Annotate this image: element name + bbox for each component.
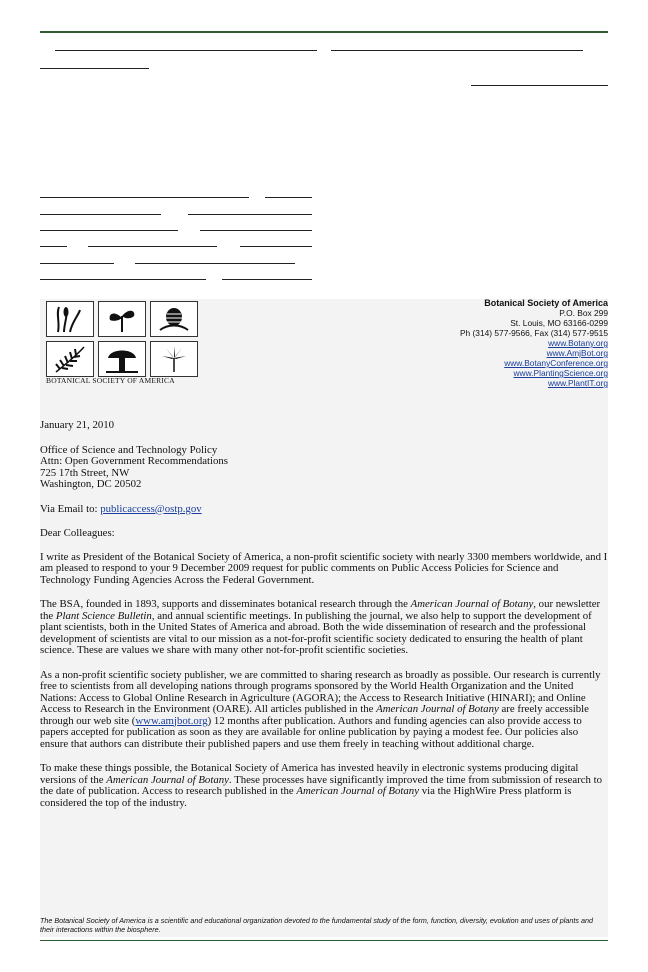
text-run: are freely accessible through our web site ( — [40, 703, 589, 727]
journal-title: American Journal of Botany — [106, 773, 229, 786]
letter-page — [40, 299, 608, 937]
paragraph-4 — [40, 763, 608, 809]
journal-title: American Journal of Botany — [296, 785, 419, 797]
amjbot-link[interactable]: www.amjbot.org — [135, 714, 208, 727]
org-contact-block — [460, 298, 608, 388]
recipient-line: Washington, DC 20502 — [40, 478, 142, 490]
blank-line — [40, 197, 249, 198]
lily-flower-icon — [150, 341, 198, 377]
fern-frond-icon — [46, 341, 94, 377]
journal-title: American Journal of Botany — [410, 598, 534, 610]
address-line: St. Louis, MO 63166-0299 — [510, 318, 608, 328]
email-link[interactable]: publicaccess@ostp.gov — [100, 502, 202, 515]
via-label: Via Email to: — [40, 502, 101, 515]
text-run: The BSA, founded in 1893, supports and disseminates botanical research through the — [40, 598, 411, 610]
paragraph-3 — [40, 670, 608, 751]
footer-mission-statement: The Botanical Society of America is a scientific and educational organization devoted to the fundamental study of the form, function, diversity, evolution and uses of plants and their interactions within the biosphere. — [40, 916, 593, 934]
via-email-line — [40, 504, 608, 516]
blank-line — [331, 50, 583, 51]
recipient-line: Attn: Open Government Recommendations — [40, 455, 229, 467]
text-run: via the HighWire Press platform is considered the top of the industry. — [40, 785, 572, 809]
top-rule — [40, 31, 608, 33]
bottom-rule — [40, 940, 608, 941]
address-line: P.O. Box 299 — [559, 308, 608, 318]
paragraph-1: I write as President of the Botanical Society of America, a non-profit scientific society with nearly 3300 members worldwide, and I am pleased to respond to your 9 December 2009 request for public comments on Public Access Policies for Science and Technology Funding Agencies Across the Federal Government. — [40, 550, 608, 586]
link-botany[interactable]: www.Botany.org — [548, 338, 608, 348]
letter-date: January 21, 2010 — [40, 419, 115, 431]
blank-line — [135, 263, 295, 264]
link-plantit[interactable]: www.PlantIT.org — [547, 378, 608, 388]
blank-line — [471, 85, 608, 86]
blank-line — [40, 263, 114, 264]
newsletter-title: Plant Science Bulletin — [55, 609, 152, 622]
blank-line — [40, 214, 161, 215]
link-botany-conference[interactable]: www.BotanyConference.org — [504, 358, 608, 368]
paragraph-2 — [40, 599, 608, 657]
blank-line — [240, 246, 312, 247]
blank-line — [55, 50, 317, 51]
blank-line — [265, 197, 312, 198]
text-run: , our newsletter the — [40, 598, 601, 622]
link-amjbot[interactable]: www.AmjBot.org — [546, 348, 608, 358]
recipient-address — [40, 445, 608, 491]
link-planting-science[interactable]: www.PlantingScience.org — [513, 368, 608, 378]
sprout-seedling-icon — [98, 301, 146, 337]
blank-line — [40, 68, 149, 69]
blank-line — [222, 279, 312, 280]
blank-line — [40, 230, 178, 231]
pine-cone-icon — [150, 301, 198, 337]
recipient-line: Office of Science and Technology Policy — [40, 443, 218, 456]
text-run: To make these things possible, the Botanical Society of America has invested heavily in electronic systems producing digital versions of the — [40, 762, 579, 786]
letter-body — [40, 420, 608, 818]
recipient-line: 725 17th Street, NW — [40, 466, 130, 479]
mushroom-icon — [98, 341, 146, 377]
bsa-logo — [46, 301, 198, 377]
cattail-plant-icon — [46, 301, 94, 337]
blank-line — [188, 214, 312, 215]
phone-fax-line: Ph (314) 577-9566, Fax (314) 577-9515 — [459, 328, 608, 338]
blank-line — [40, 246, 67, 247]
text-run: As a non-profit scientific society publisher, we are committed to sharing research as broadly as possible. Our research is currently free to scientists from all developing nations through programs sponsored by the World Health Organization and the United Nations: Access to Global Online Research in Agriculture (AGORA); the Access to Research Initiative (HINARI); and Online Access to Research in the Environment (OARE). All articles published in the — [40, 668, 601, 715]
text-run: , and annual scientific meetings. In publishing the journal, we also help to support the development of plant scientists, both in the United States of America and abroad. Both the wide dissemination of research and the professional development of scientists are vital to our mission as a not-for-profit scientific society dedicated to ensuring the health of plant science. These are values we share with many other not-for-profit scientific societies. — [40, 609, 592, 656]
salutation: Dear Colleagues: — [40, 527, 115, 539]
blank-line — [88, 246, 217, 247]
journal-title: American Journal of Botany — [376, 703, 499, 715]
text-run: . These processes have significantly improved the time from submission of research to the date of publication. Access to research published in the — [40, 773, 603, 797]
blank-line — [200, 230, 312, 231]
blank-line — [40, 279, 206, 280]
org-name: Botanical Society of America — [484, 298, 608, 308]
text-run: ) 12 months after publication. Authors and funding agencies can also provide access to papers accepted for publication as soon as they are available for online publication by paying a modest fee. Our policies also ensure that authors can distribute their published papers and use them freely in teaching without additional charge. — [40, 714, 582, 750]
logo-caption: BOTANICAL SOCIETY OF AMERICA — [46, 376, 175, 385]
